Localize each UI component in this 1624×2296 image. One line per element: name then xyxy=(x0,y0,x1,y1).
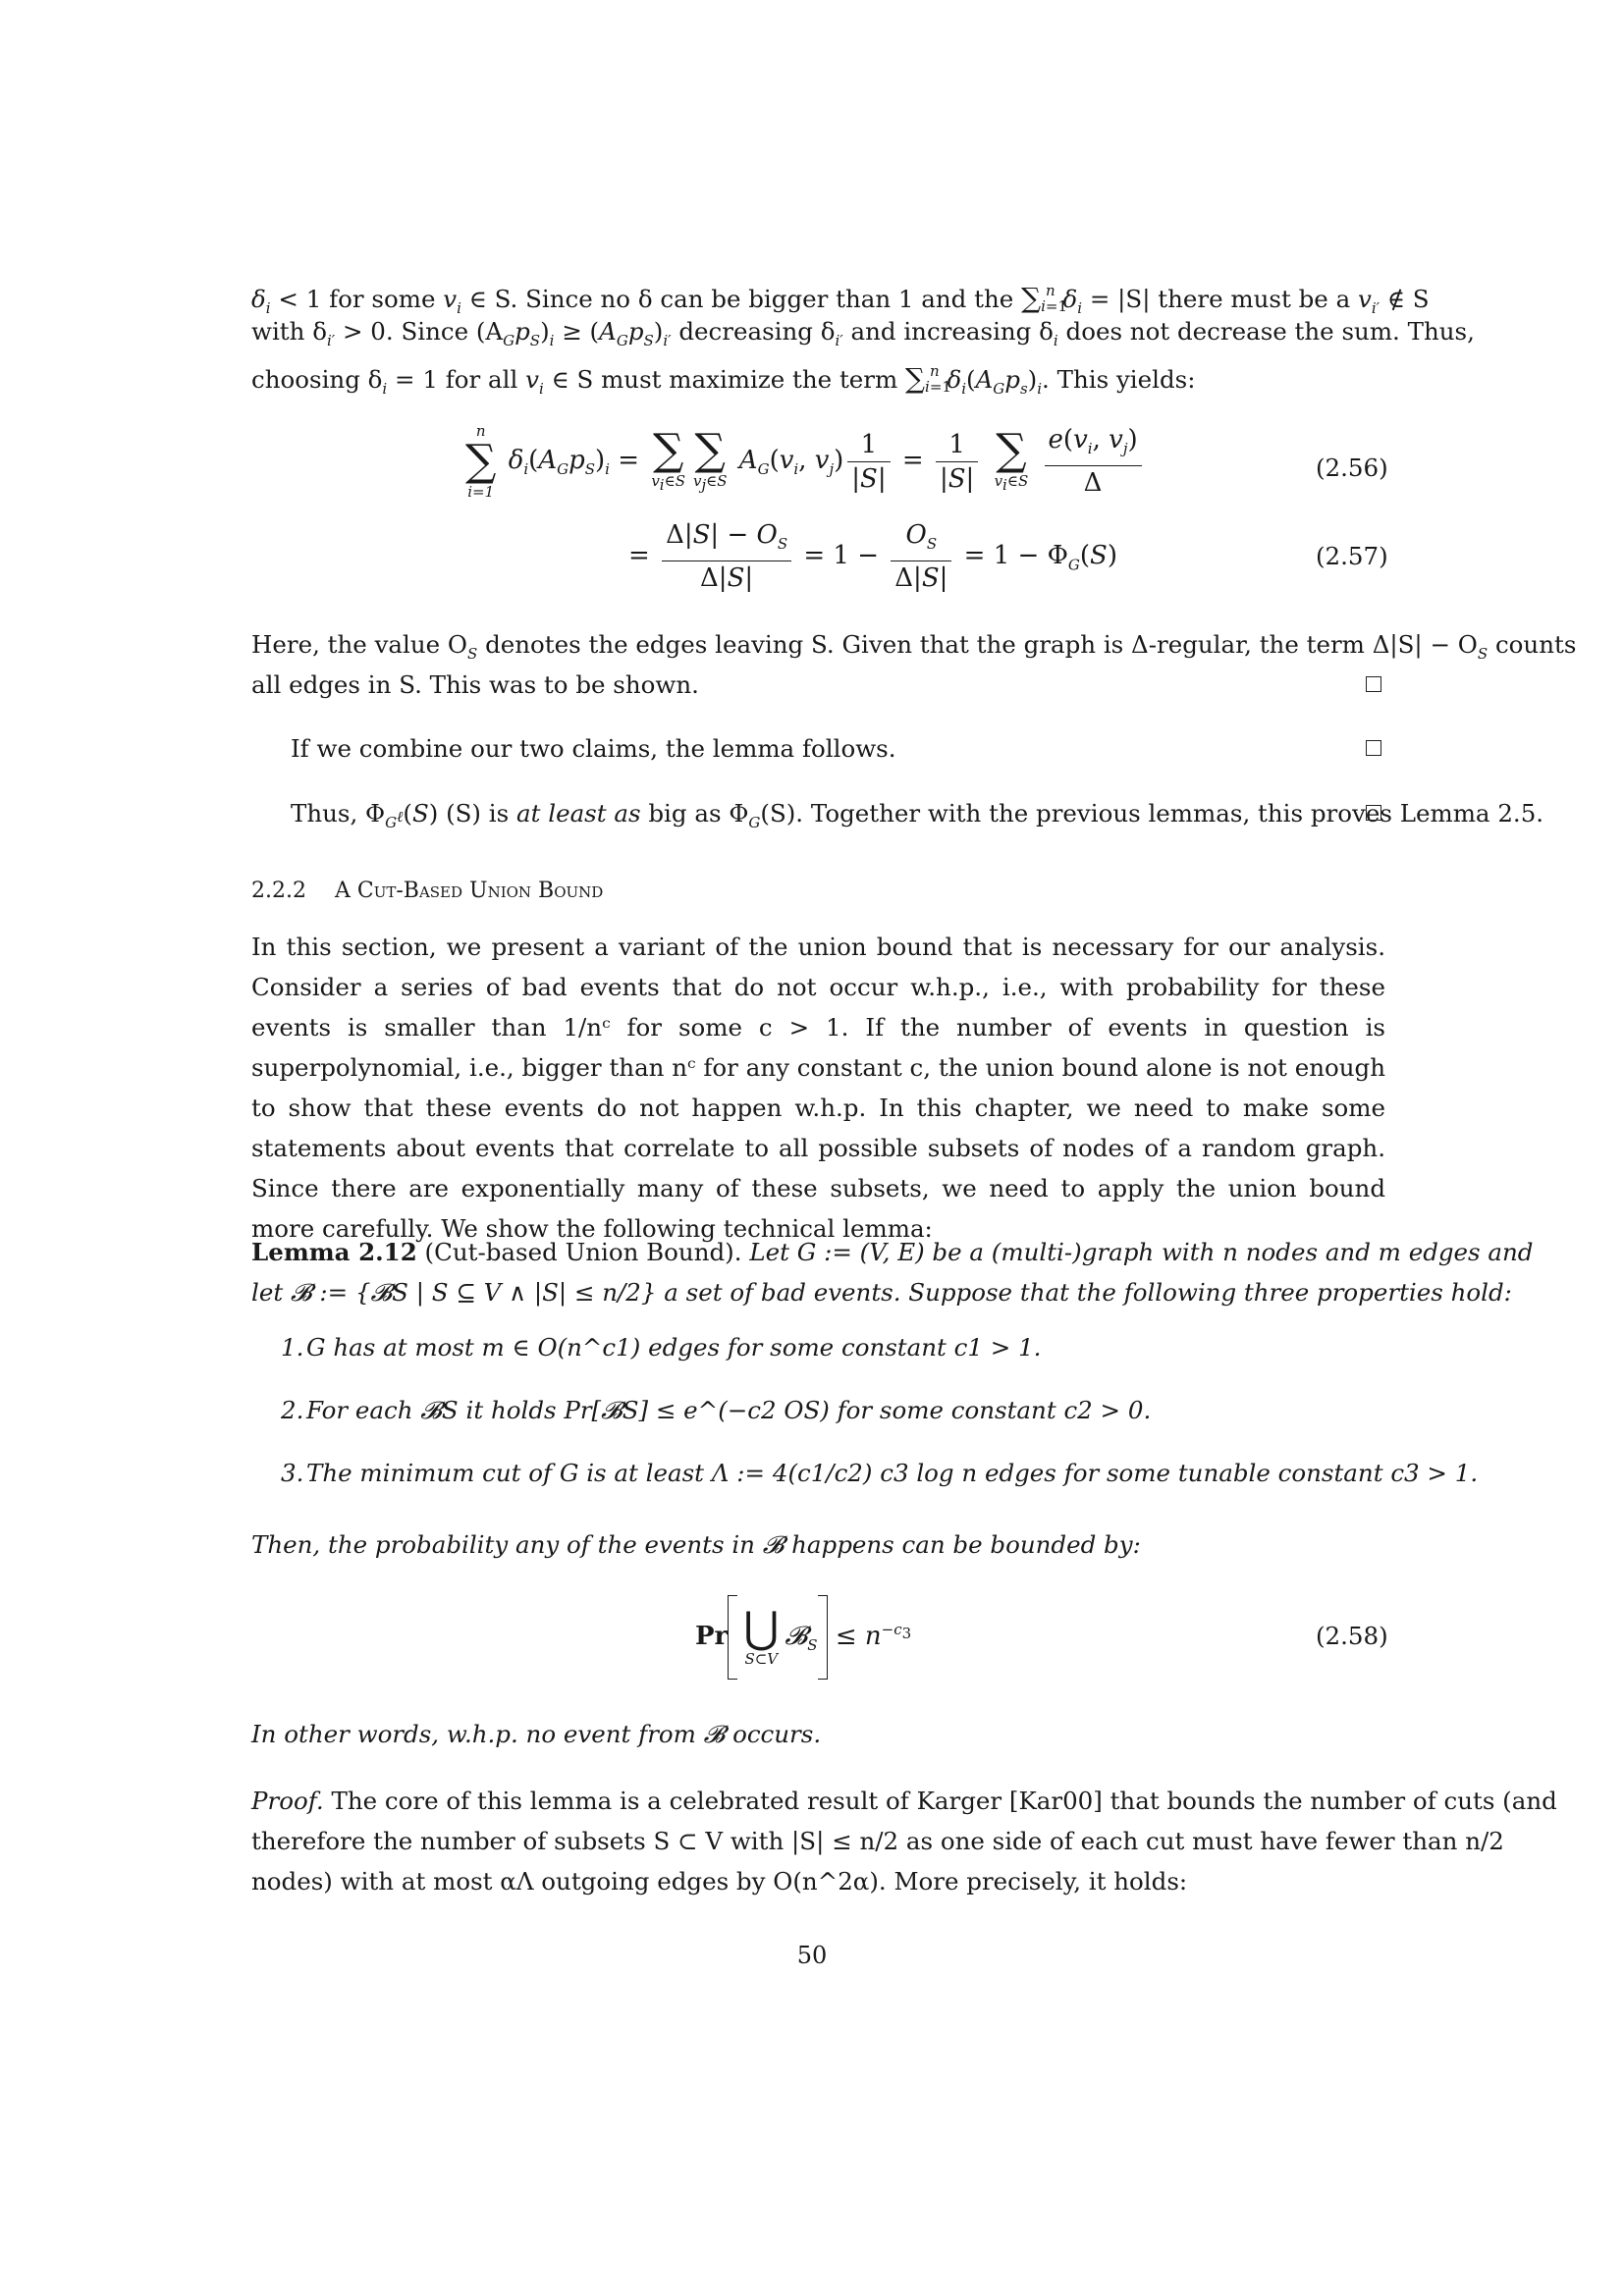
equation-2-56: n ∑ i=1 $\delta_i(A_Gp_S)_i$ = ∑ $v_i\in S$ ∑ $v_j\in S$ $A_G(v_i$, $v_j$) $\frac{1}{|S|}$ = $\frac{1}{|S|}$ ∑ $v_i\in S$ $\frac{e(v_i, v_j)}{\Delta}$ xyxy=(461,422,1146,501)
combine-line: If we combine our two claims, the lemma follows. xyxy=(291,734,896,763)
after-eq-line-1: Here, the value $O_S$ denotes the edges leaving S. Given that the graph is Δ-regular, the term $\Delta|S| - O_S$ counts xyxy=(251,630,1577,663)
lemma-label: Lemma 2.12 xyxy=(251,1238,417,1266)
lemma-after: In other words, w.h.p. no event from 𝓑 occurs. xyxy=(251,1720,822,1748)
section-title: A Cut-Based Union Bound xyxy=(334,879,604,903)
lemma-then: Then, the probability any of the events in 𝓑 happens can be bounded by: xyxy=(251,1530,1141,1559)
top-para-line-3: choosing $\delta_i = 1$ for all $v_i$ ∈ S must maximize the term $\sum_{i=1}^n$ $\delta_i(A_Gp_s)_i$. This yields: xyxy=(251,362,1196,398)
lemma-line-2: let 𝓑 := {𝓑S | S ⊆ V ∧ |S| ≤ n/2} a set of bad events. Suppose that the following three properties hold: xyxy=(251,1278,1512,1307)
qed-box-2 xyxy=(1366,740,1381,756)
qed-box-3 xyxy=(1366,805,1381,821)
proof-line-3: nodes) with at most αΛ outgoing edges by O(n^2α). More precisely, it holds: xyxy=(251,1867,1188,1896)
lemma-line-1: Lemma 2.12 (Cut-based Union Bound). Let G := (V, E) be a (multi-)graph with n nodes and m edges and xyxy=(251,1238,1534,1266)
proof-line-1: Proof. The core of this lemma is a celebrated result of Karger [Kar00] that bounds the number of cuts (and xyxy=(251,1787,1557,1815)
intro-paragraph: In this section, we present a variant of the union bound that is necessary for our analysis. Consider a series of bad events that do not occur w.h.p., i.e., with probability for these events is smaller than 1/nᶜ for some c > 1. If the number of events in question is superpolynomial, i.e., bigger than nᶜ for any constant c, the union bound alone is not enough to show that these events do not happen w.h.p. In this chapter, we need to make some statements about events that correlate to all possible subsets of nodes of a random graph. Since there are exponentially many of these subsets, we need to apply the union bound more carefully. We show the following technical lemma: xyxy=(251,933,1385,1243)
qed-box-1 xyxy=(1366,676,1381,692)
section-heading xyxy=(251,871,1385,911)
property-item: 3. The minimum cut of G is at least Λ := 4(c1/c2) c3 log n edges for some tunable constant c3 > 1. xyxy=(281,1459,1479,1487)
property-item: 1. G has at most m ∈ O(n^c1) edges for some constant c1 > 1. xyxy=(281,1333,1042,1362)
thus-line: Thus, $\Phi_{G^\ell}(S)$ (S) is at least as big as $\Phi_G(S)$. Together with the previous lemmas, this proves Lemma 2.5. xyxy=(291,799,1544,831)
equation-2-58: Pr ⋃ S⊂V 𝓑$_S$ ≤ $n^{-c_3}$ xyxy=(695,1595,911,1680)
section-number: 2.2.2 xyxy=(251,879,306,903)
top-para-line-1: $\delta_i < 1$ for some $v_i$ ∈ S. Since no δ can be bigger than 1 and the $\sum_{i=1}^n$ $\delta_i = |S|$ there must be a $v_{i'}$ ∉ S xyxy=(251,282,1430,317)
proof-label: Proof. xyxy=(251,1787,324,1815)
proof-line-2: therefore the number of subsets S ⊂ V with |S| ≤ n/2 as one side of each cut must have fewer than n/2 xyxy=(251,1827,1504,1855)
after-eq-line-2: all edges in S. This was to be shown. xyxy=(251,670,699,699)
equation-number-2-56: (2.56) xyxy=(1316,454,1388,482)
page-number: 50 xyxy=(796,1942,828,1969)
equation-number-2-58: (2.58) xyxy=(1316,1622,1388,1650)
top-para-line-2: with $\delta_{i'} > 0$. Since $(A_Gp_S)_i \ge (A_Gp_S)_{i'}$ decreasing $\delta_{i'}$ and increasing $\delta_i$ does not decrease the sum. Thus, xyxy=(251,317,1475,349)
equation-number-2-57: (2.57) xyxy=(1316,542,1388,570)
equation-2-57: = $\frac{\Delta|S| - O_S}{\Delta|S|}$ = 1 − $\frac{O_S}{\Delta|S|}$ = $1 - \Phi_G(S)$ xyxy=(628,520,1118,594)
property-item: 2. For each 𝓑S it holds Pr[𝓑S] ≤ e^(−c2 OS) for some constant c2 > 0. xyxy=(281,1396,1152,1424)
